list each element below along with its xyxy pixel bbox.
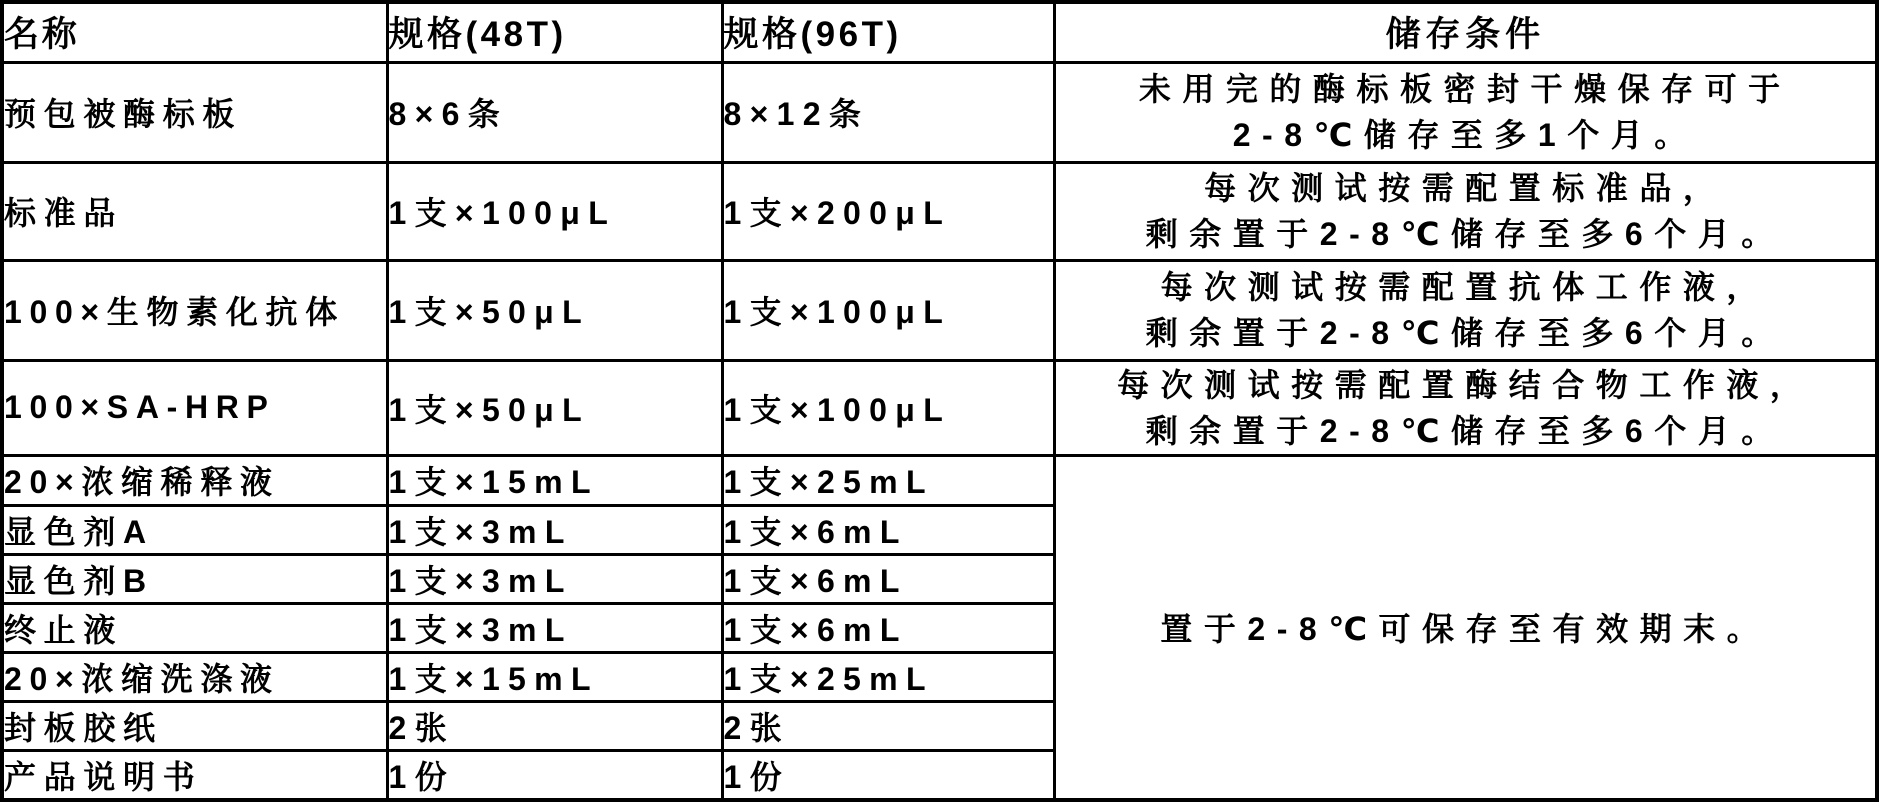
name-cell: 预包被酶标板 xyxy=(2,62,387,162)
spec96-cell: 1支×100μL xyxy=(722,360,1054,455)
spec48-cell: 1支×3mL xyxy=(387,554,722,603)
row-biotin-antibody xyxy=(2,260,1877,360)
spec96-cell: 1支×6mL xyxy=(722,505,1054,554)
storage-cell xyxy=(1054,162,1877,260)
name-cell: 封板胶纸 xyxy=(2,701,387,750)
spec96-cell: 1支×25mL xyxy=(722,455,1054,505)
merged-storage-cell: 置于2-8℃可保存至有效期末。 xyxy=(1054,455,1877,800)
spec48-cell: 1支×3mL xyxy=(387,505,722,554)
name-cell: 产品说明书 xyxy=(2,750,387,800)
name-cell: 100×生物素化抗体 xyxy=(2,260,387,360)
storage-line: 每次测试按需配置酶结合物工作液， xyxy=(1117,366,1814,403)
storage-line: 每次测试按需配置标准品， xyxy=(1204,170,1727,206)
spec48-cell: 8×6条 xyxy=(387,62,722,162)
name-cell: 终止液 xyxy=(2,603,387,652)
spec48-cell: 1支×15mL xyxy=(387,455,722,505)
name-cell: 显色剂A xyxy=(2,505,387,554)
storage-line: 剩余置于2-8℃储存至多6个月。 xyxy=(1145,412,1785,449)
spec48-cell: 1支×50μL xyxy=(387,260,722,360)
spec96-cell: 1支×6mL xyxy=(722,554,1054,603)
name-cell: 20×浓缩稀释液 xyxy=(2,455,387,505)
spec96-cell: 1份 xyxy=(722,750,1054,800)
spec48-cell: 1支×50μL xyxy=(387,360,722,455)
name-cell: 20×浓缩洗涤液 xyxy=(2,652,387,701)
storage-line: 剩余置于2-8℃储存至多6个月。 xyxy=(1145,216,1785,252)
spec96-cell: 8×12条 xyxy=(722,62,1054,162)
header-row xyxy=(2,2,1877,62)
storage-cell xyxy=(1054,260,1877,360)
row-precoated-plate xyxy=(2,62,1877,162)
spec48-cell: 1支×100μL xyxy=(387,162,722,260)
column-header-spec-96t: 规格(96T) xyxy=(722,2,1054,62)
spec48-cell: 1支×15mL xyxy=(387,652,722,701)
storage-line: 剩余置于2-8℃储存至多6个月。 xyxy=(1145,315,1785,351)
storage-line: 每次测试按需配置抗体工作液， xyxy=(1160,269,1770,305)
row-diluent xyxy=(2,455,1877,505)
column-header-name: 名称 xyxy=(2,2,387,62)
column-header-spec-48t: 规格(48T) xyxy=(387,2,722,62)
column-header-storage: 储存条件 xyxy=(1054,2,1877,62)
name-cell: 显色剂B xyxy=(2,554,387,603)
row-sa-hrp xyxy=(2,360,1877,455)
spec48-cell: 2张 xyxy=(387,701,722,750)
storage-cell xyxy=(1054,360,1877,455)
spec48-cell: 1份 xyxy=(387,750,722,800)
storage-line: 未用完的酶标板密封干燥保存可于 xyxy=(1138,71,1792,107)
storage-line: 2-8℃储存至多1个月。 xyxy=(1232,117,1698,153)
name-cell: 标准品 xyxy=(2,162,387,260)
spec96-cell: 1支×200μL xyxy=(722,162,1054,260)
storage-cell xyxy=(1054,62,1877,162)
spec96-cell: 1支×100μL xyxy=(722,260,1054,360)
name-cell: 100×SA-HRP xyxy=(2,360,387,455)
row-standard xyxy=(2,162,1877,260)
spec96-cell: 1支×25mL xyxy=(722,652,1054,701)
spec96-cell: 2张 xyxy=(722,701,1054,750)
spec48-cell: 1支×3mL xyxy=(387,603,722,652)
spec96-cell: 1支×6mL xyxy=(722,603,1054,652)
